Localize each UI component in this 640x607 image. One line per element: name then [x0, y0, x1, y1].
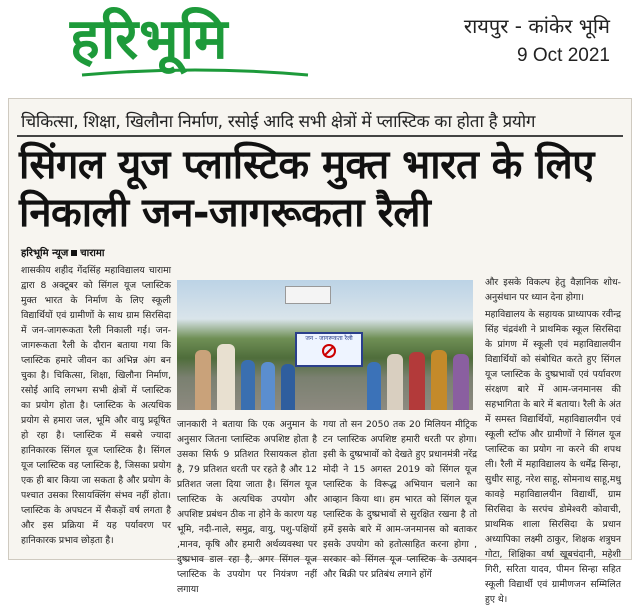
byline-place: चारामा: [80, 248, 105, 259]
masthead: [0, 0, 640, 86]
article-column-3: गया तो सन 2050 तक 20 मिलियन मीट्रिक टन प्लास्टिक अपशिष्ट हमारी धरती पर होगा। इसी के दुष्प्रभावों को देखते हुए प्रधानमंत्री नरेंद्र मोदी ने 15 अगस्त 2019 को सिंगल यूज प्लास्टिक के विरूद्ध अभियान चलाने का आव्हान किया था। हम भारत को सिंगल यूज प्लास्टिक के दुष्प्रभावों से सुरक्षित रखना है तो हमें इसके बारे में आम-जनमानस को बताकर इसके उपयोग को हतोत्साहित करना होगा , सरकार को सिंगल यूज प्लास्टिक के उत्पादन और बिक्री पर प्रतिबंध लगाने होंगें: [323, 419, 477, 580]
person-figure: [217, 344, 235, 410]
article-column-1: शासकीय शहीद गेंदसिंह महाविद्यालय चारामा द्वारा 8 अक्टूबर को सिंगल यूज प्लास्टिक मुक्त भारत के निर्माण के लिए स्कूली विद्यार्थियों एवं ग्रामीणों के साथ ग्राम सिरसिदा में जन-जागरूकता रैली निकाली गई। जन-जागरूकता रैली के दौरान बताया गया कि प्लास्टिक हमारे जीवन का अभिन्न अंग बन चुका है। चिकित्सा, शिक्षा, खिलौना निर्माण, रसोई आदि लगभग सभी क्षेत्रों में प्लास्टिक का प्रयोग होता है। प्लास्टिक के अत्यधिक प्रयोग से हमारा जल, भूमि और वायु प्रदूषित हो रहा है। प्लास्टिक में सबसे ज्यादा हानिकारक सिंगल यूज प्लास्टिक है। सिंगल यूज प्लास्टिक वह प्लास्टिक है, जिसका प्रयोग एक ही बार किया जा सकता है और प्रयोग के पश्चात उसका रिसायक्लिंग संभव नहीं होता। प्लास्टिक के अपघटन में सैकड़ों वर्ष लगता है और इस प्रक्रिया में यह पर्यावरण पर हानिकारक प्रभाव छोड़ता है।: [21, 265, 171, 546]
logo-swoosh-icon: [80, 68, 310, 78]
no-plastic-icon: [322, 344, 336, 358]
newspaper-logo: हरिभूमि: [70, 7, 229, 72]
tent-shape: [285, 286, 331, 304]
article-headline: सिंगल यूज प्लास्टिक मुक्त भारत के लिए निकाली जन-जागरूकता रैली: [19, 142, 594, 236]
rally-banner-text: जन - जागरूकता रैली: [305, 335, 353, 342]
person-figure: [367, 362, 381, 410]
person-figure: [195, 350, 211, 410]
person-figure: [409, 352, 425, 410]
article-column-4-top: और इसके विकल्प हेतु वैज्ञानिक शोध-अनुसंधान पर ध्यान देना होगा।: [485, 277, 621, 303]
edition-info: [464, 12, 610, 70]
person-figure: [261, 362, 275, 410]
news-clipping: [8, 98, 632, 605]
edition-line: रायपुर - कांकेर भूमि: [463, 14, 610, 38]
person-figure: [431, 350, 447, 410]
person-figure: [281, 364, 295, 410]
person-figure: [241, 360, 255, 410]
byline-separator-icon: [71, 250, 77, 256]
rally-photo: [177, 280, 473, 410]
person-figure: [387, 354, 403, 410]
person-figure: [453, 354, 469, 410]
article-column-4: महाविद्यालय के सहायक प्राध्यापक रवीन्द्र सिंह चंद्रवंशी ने प्राथमिक स्कूल सिरसिदा के प्रांगण में स्कूली एवं महाविद्यालयीन विद्यार्थियों को संबोधित करते हुए सिंगल यूज प्लास्टिक के दुष्प्रभावों एवं पर्यावरण संरक्षण बारे में आम-जनमानस की सहभागिता के बारे में बताया। रैली के अंत में समस्त विद्यार्थियों, महाविद्यालयीन एवं स्कूली स्टॉफ और ग्रामीणों ने सिंगल यूज प्लास्टिक का प्रयोग ना करने की शपथ ली। रैली में महाविद्यालय के धर्मेंद्र सिन्हा, सुधीर साहू, नरेश साहू, सोमनाथ साहू,मधु कावड़े महाविद्यालयीन विद्यार्थी, ग्राम सिरसिदा के सरपंच डोमेश्वरी कोवाची, प्राथमिक शाला सिरसिदा के प्रधान अध्यापिका लक्ष्मी ठाकुर, शिक्षक शत्रुघन गोटा, शिक्षिका वर्षा खूबचंदानी, महेशी गिरी, सरिता यादव, पीमन सिन्हा सहित स्कूली विद्यार्थी एवं ग्रामीणजन सम्मिलित हुए थे।: [485, 309, 621, 605]
byline: [21, 245, 104, 259]
article-kicker: चिकित्सा, शिक्षा, खिलौना निर्माण, रसोई आदि सभी क्षेत्रों में प्लास्टिक का होता है प्रयोग: [21, 112, 536, 132]
kicker-divider: [17, 135, 623, 137]
article-column-2: जानकारी ने बताया कि एक अनुमान के अनुसार जितना प्लास्टिक अपशिष्ट होता है उसका सिर्फ 9 प्रतिशत रिसायकल होता है, 79 प्रतिशत धरती पर रहते है और 12 प्रतिशत जला दिया जाता है। सिंगल यूज प्लास्टिक के अत्यधिक उपयोग और अपशिष्ट प्रबंधन ठीक ना होने के कारण यह भूमि, नदी-नाले, समुद्र, वायु, पशु-पक्षियों ,मानव, कृषि और हमारी अर्थव्यवस्था पर दुष्प्रभाव डाल रहा है, अगर सिंगल यूज प्लास्टिक के उपयोग पर नियंत्रण नहीं लगाया: [177, 419, 317, 595]
rally-banner: [295, 332, 363, 367]
byline-source: हरिभूमि न्यूज: [21, 248, 69, 259]
edition-date: 9 Oct 2021: [517, 45, 610, 66]
